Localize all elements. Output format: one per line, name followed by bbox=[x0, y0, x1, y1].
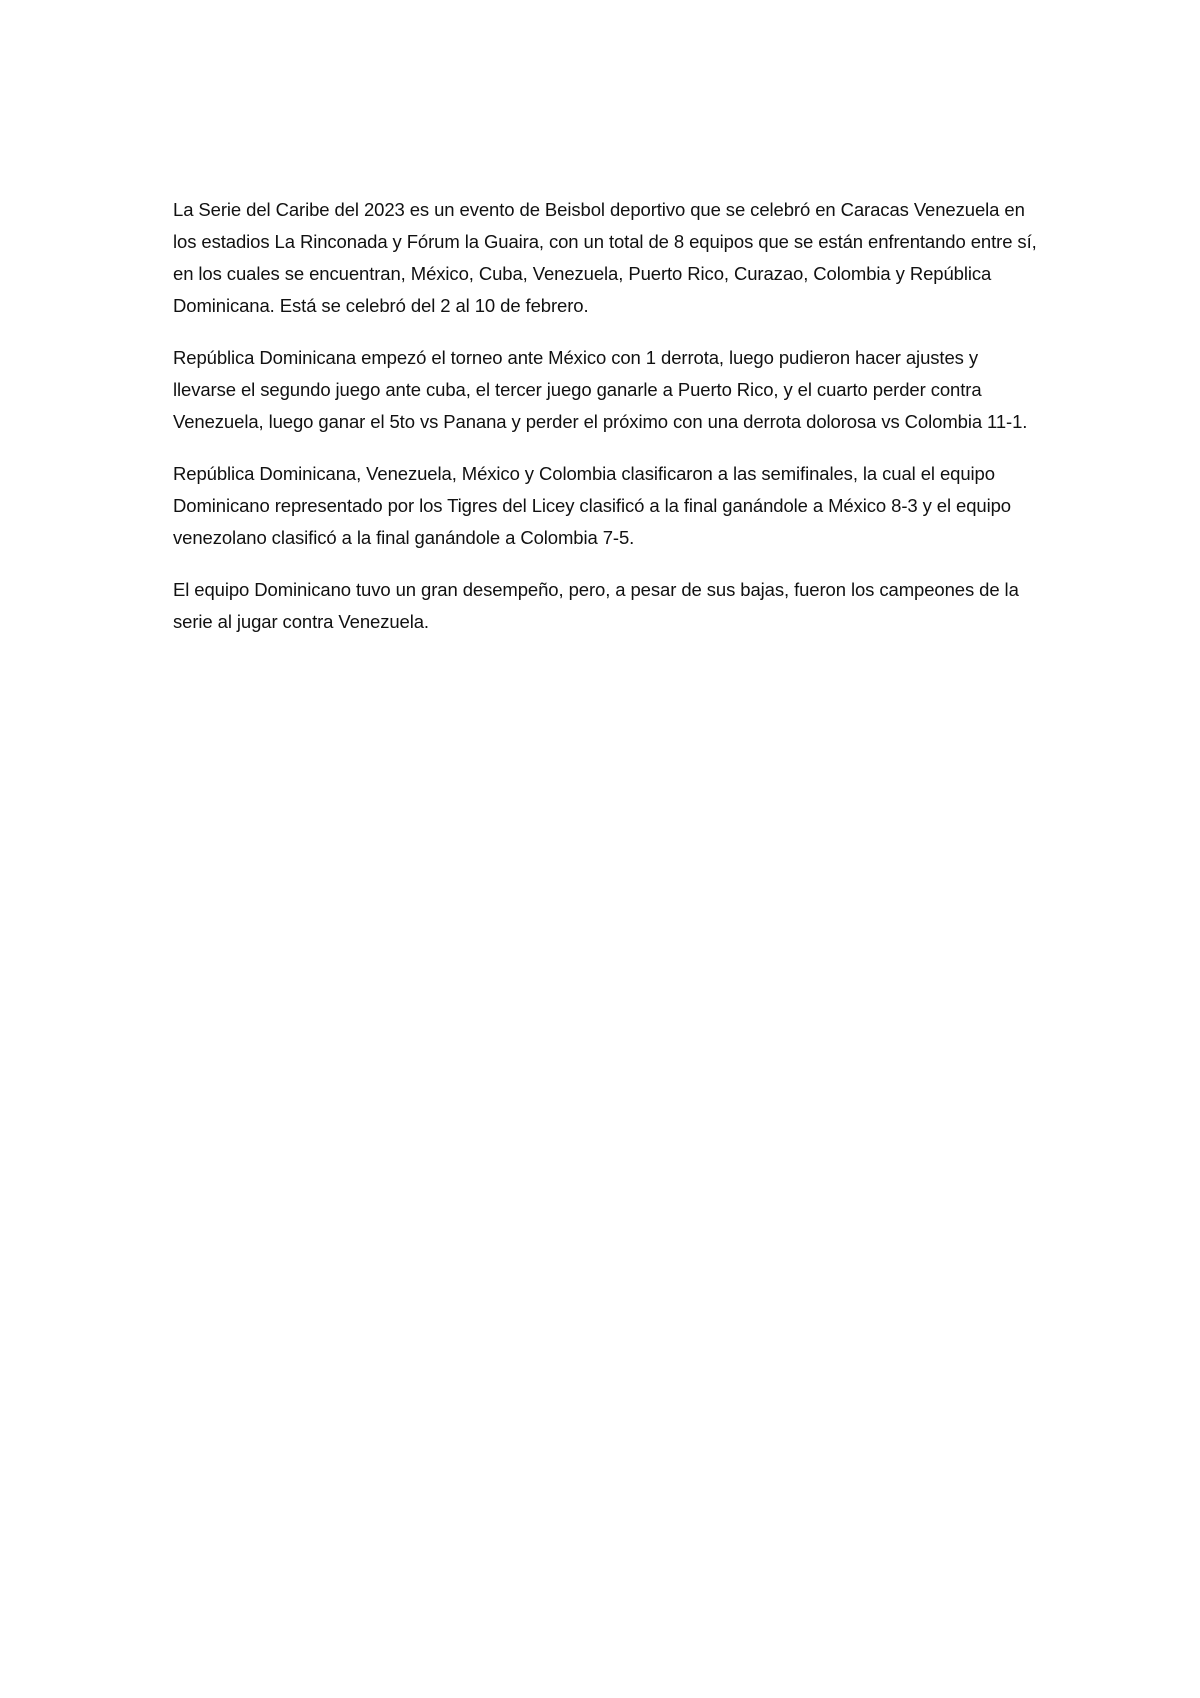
paragraph-conclusion: El equipo Dominicano tuvo un gran desempeño, pero, a pesar de sus bajas, fueron los campeones de la serie al jugar contra Venezuela. bbox=[173, 579, 1019, 632]
paragraph-group-stage: República Dominicana empezó el torneo ante México con 1 derrota, luego pudieron hacer ajustes y llevarse el segundo juego ante cuba, el tercer juego ganarle a Puerto Rico, y el cuarto perder contra Venezuela, luego ganar el 5to vs Panana y perder el próximo con una derrota dolorosa vs Colombia 11-1. bbox=[173, 347, 1028, 432]
paragraph-semifinals: República Dominicana, Venezuela, México y Colombia clasificaron a las semifinales, la cual el equipo Dominicano representado por los Tigres del Licey clasificó a la final ganándole a México 8-3 y el equipo venezolano clasificó a la final ganándole a Colombia 7-5. bbox=[173, 463, 1011, 548]
document-body bbox=[173, 194, 1043, 658]
paragraph-intro: La Serie del Caribe del 2023 es un evento de Beisbol deportivo que se celebró en Caracas Venezuela en los estadios La Rinconada y Fórum la Guaira, con un total de 8 equipos que se están enfrentando entre sí, en los cuales se encuentran, México, Cuba, Venezuela, Puerto Rico, Curazao, Colombia y República Dominicana. Está se celebró del 2 al 10 de febrero. bbox=[173, 199, 1037, 316]
